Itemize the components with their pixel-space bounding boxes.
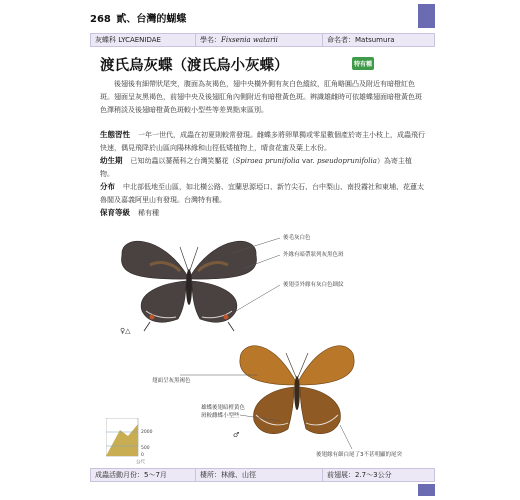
annotation-male-patch (201, 404, 245, 420)
distribution-section (100, 180, 425, 207)
ecology-text: 一年一世代，成蟲在初夏則較常發現。雌蝶多將卵單獨或零星數個產於寄主小枝上，成蟲飛行快速，偶見飛降於山區向陽林緣和山徑低矮植物上，晴食花蜜及葉上水份。 (100, 131, 425, 152)
ecology-label: 生態習性 (100, 130, 130, 139)
endemic-badge: 特有種 (352, 57, 374, 70)
author-cell (323, 34, 434, 46)
footer-tab (418, 484, 435, 496)
intro-paragraph: 後翅後有細帶狀尾突，腹面為灰褐色，翅中央橫外側有灰白色縱紋，肛角略圓凸及附近有暗橙紅色斑。翅面呈灰黑褐色，前翅中央及後翅肛角內側附近有暗橙黃色斑。辨識雄雌時可依雄蝶翅面暗橙黃色斑色澤稍淡及後翅暗橙黃色斑較小型些等差異點來區別。 (100, 80, 422, 114)
season-value: 5～7月 (144, 471, 167, 479)
host-latin-variety: pseudoprunifolia (316, 157, 377, 165)
species-info-row (90, 33, 435, 47)
female-symbol: ♀△ (120, 327, 131, 335)
habitat-cell (196, 469, 323, 481)
author-name: Matsumura (355, 36, 395, 44)
larva-label: 幼生期 (100, 156, 123, 165)
ecology-section (100, 128, 425, 155)
scientific-name-cell (196, 34, 323, 46)
wingspan-label: 前翅展： (327, 471, 355, 479)
annotation-outer-margin: 外緣有暗帶狀列灰黑色斑 (283, 252, 344, 258)
larva-text-mid: var. (299, 157, 317, 165)
family-cell: 灰蝶科 LYCAENIDAE (91, 34, 196, 46)
conservation-text: 稀有種 (138, 209, 159, 217)
scientific-name: Fixsenia watarii (221, 36, 278, 44)
conservation-label: 保育等級 (100, 208, 130, 217)
larva-text-pre: 已知幼蟲以薔薇科之台灣笑靨花（ (130, 157, 236, 165)
elevation-mid-label: 500 (141, 446, 150, 451)
larva-section (100, 154, 425, 181)
elevation-unit-label: 公尺 (136, 460, 145, 465)
scientific-name-prefix: 學名： (200, 36, 221, 44)
larva-text-post: ）為寄主植物。 (100, 157, 412, 178)
male-symbol: ♂ (233, 431, 240, 439)
elevation-bottom-label: 0 (141, 453, 144, 458)
underside-butterfly-image (240, 346, 354, 434)
author-prefix: 命名者： (327, 36, 355, 44)
host-latin-name: Spiraea prunifolia (235, 157, 300, 165)
habitat-label: 棲所： (200, 471, 221, 479)
elevation-top-label: 2000 (141, 430, 153, 435)
season-cell (91, 469, 196, 481)
annotation-fringe: 後毛灰白色 (283, 235, 311, 241)
distribution-text: 中北部低地至山區，如北橫公路、宜蘭思源埡口、新竹尖石、台中梨山、南投霧社和東埔、花蓮太魯閣及嘉義阿里山有發現。台灣特有種。 (100, 183, 424, 204)
page-number: 268 (90, 14, 111, 25)
wingspan-value: 2.7～3公分 (355, 471, 392, 479)
section-title: 貳、台灣的蝴蝶 (116, 14, 187, 25)
annotation-hindwing-line: 後翅亞外緣有灰白色細紋 (283, 282, 344, 288)
elevation-chart (106, 418, 154, 458)
chapter-tab (418, 4, 435, 28)
annotation-male-patch-line1: 雄蝶後翅暗橙黃色 (201, 405, 246, 411)
annotation-male-patch-line2: 斑較雌蝶小型些 (201, 413, 240, 419)
species-title: 渡氏烏灰蝶（渡氏烏小灰蝶） (100, 58, 289, 74)
annotation-wing-color: 翅面呈灰黑褐色 (152, 378, 191, 384)
wingspan-cell (323, 469, 434, 481)
habitat-value: 林緣、山徑 (221, 471, 256, 479)
conservation-section (100, 206, 425, 220)
footer-info-row (90, 468, 435, 482)
season-label: 成蟲活動月份： (95, 471, 144, 479)
annotation-tail: 後翅緣有細白尾了3不甚明顯的尾突 (316, 452, 403, 458)
upperside-butterfly-image (121, 241, 256, 331)
distribution-label: 分布 (100, 182, 115, 191)
running-head (90, 10, 186, 25)
book-page (90, 0, 435, 500)
